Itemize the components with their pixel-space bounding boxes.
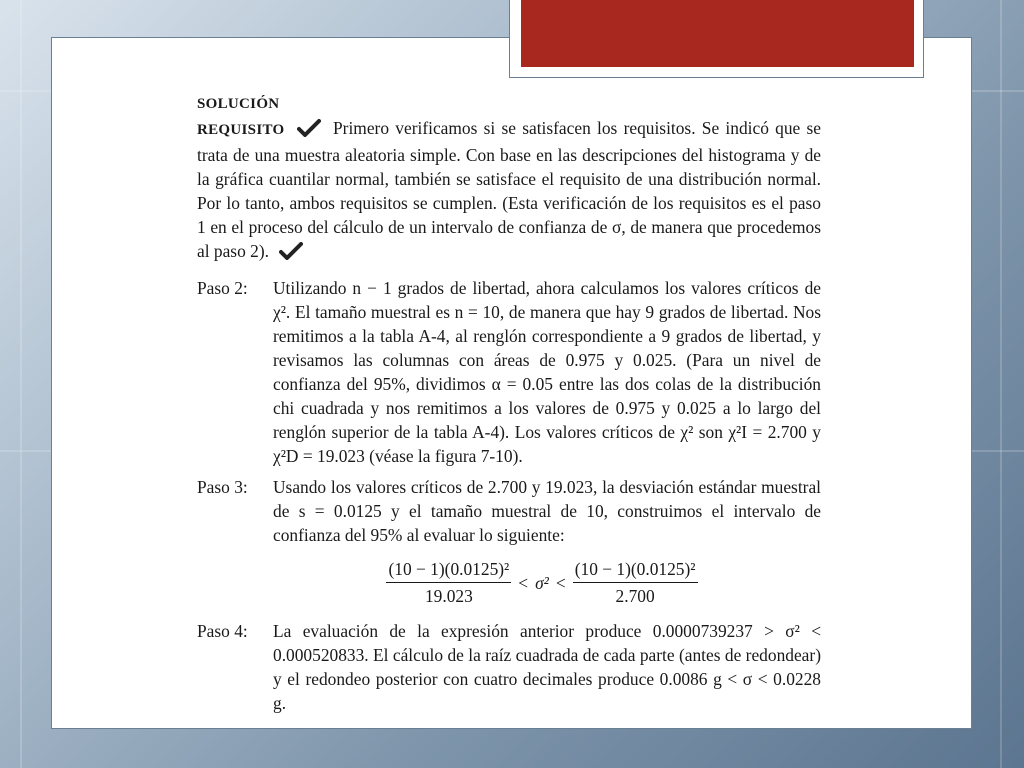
- checkmark-icon: [297, 119, 321, 143]
- step-label: Paso 2:: [197, 278, 248, 298]
- step-label: Paso 3:: [197, 477, 248, 497]
- step-4: [197, 619, 821, 715]
- requirement-label: REQUISITO: [197, 122, 285, 138]
- step-2: [197, 276, 821, 468]
- sigma-squared: σ²: [535, 572, 549, 593]
- left-fraction: [386, 557, 511, 608]
- confidence-interval-formula: [263, 557, 821, 608]
- relation-symbol: <: [518, 572, 529, 593]
- step-text: Utilizando n − 1 grados de libertad, ahora calculamos los valores críticos de χ². El tamaño muestral es n = 10, de manera que hay 9 grados de libertad. Nos remitimos a la tabla A-4, al renglón correspondiente a 9 grados de libertad, y revisamos las columnas con áreas de 0.975 y 0.025. (Para un nivel de confianza del 95%, dividimos α = 0.05 entre las dos colas de la distribución chi cuadrada y nos remitimos a los valores de 0.975 y 0.025 a lo largo del renglón superior de la tabla A-4). Los valores críticos de χ² son χ²I = 2.700 y χ²D = 19.023 (véase la figura 7-10).: [273, 278, 821, 466]
- right-fraction: [573, 557, 698, 608]
- left-numerator: (10 − 1)(0.0125)²: [386, 557, 511, 583]
- requirement-text: Primero verificamos si se satisfacen los requisitos. Se indicó que se trata de una muestra aleatoria simple. Con base en las descripciones del histograma y de la gráfica cuantilar normal, también se satisface el requisito de una distribución normal. Por lo tanto, ambos requisitos se cumplen. (Esta verificación de los requisitos es el paso 1 en el proceso del cálculo de un intervalo de confianza de σ, de manera que procedemos al paso 2).: [197, 118, 821, 261]
- step-text: La evaluación de la expresión anterior produce 0.0000739237 > σ² < 0.000520833. El cálculo de la raíz cuadrada de cada parte (antes de redondear) y el redondeo posterior con cuatro decimales produce 0.0086 g < σ < 0.0228 g.: [273, 621, 821, 713]
- background-stripe: [1000, 0, 1002, 768]
- background-stripe: [20, 0, 22, 768]
- document-body: [197, 92, 821, 715]
- right-denominator: 2.700: [615, 586, 655, 606]
- requirement-paragraph: [197, 116, 821, 266]
- solution-heading: SOLUCIÓN: [197, 96, 280, 112]
- relation-symbol: <: [555, 572, 566, 593]
- step-3-text: Usando los valores críticos de 2.700 y 19.023, la desviación estándar muestral de s = 0.0125 y el tamaño muestral de 10, construimos el intervalo de confianza del 95% al evaluar lo siguiente:: [273, 477, 821, 545]
- step-text: [273, 475, 821, 612]
- right-numerator: (10 − 1)(0.0125)²: [573, 557, 698, 583]
- left-denominator: 19.023: [424, 586, 473, 606]
- title-bar: [521, 0, 914, 67]
- step-3: [197, 475, 821, 612]
- step-label: Paso 4:: [197, 621, 248, 641]
- checkmark-icon: [279, 242, 303, 266]
